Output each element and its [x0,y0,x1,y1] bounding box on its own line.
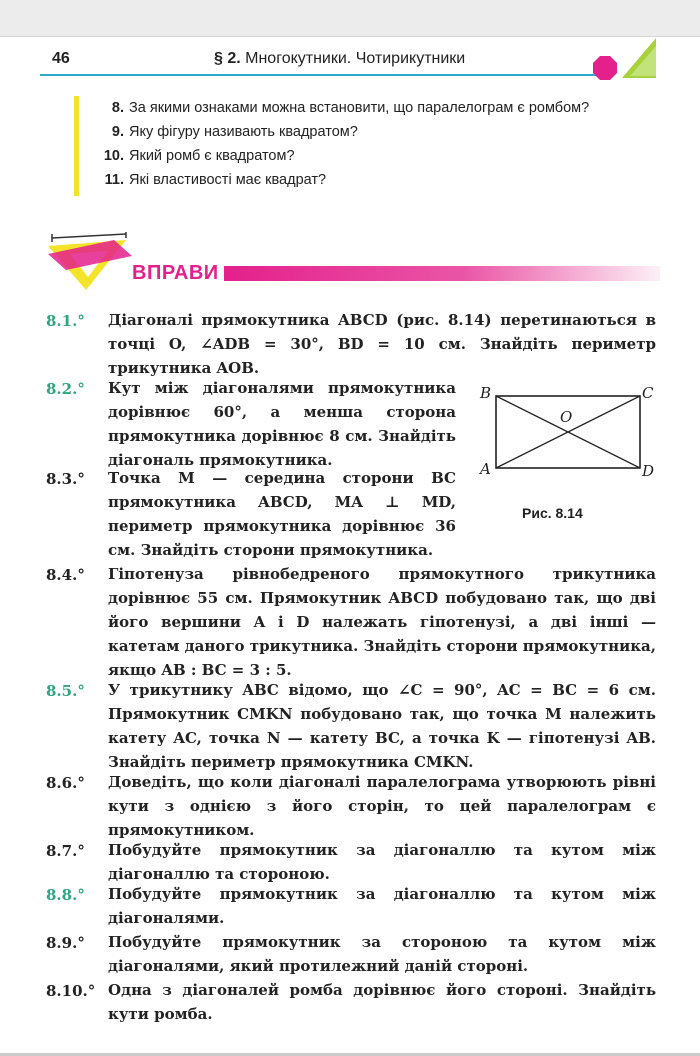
exercise-text: Побудуйте прямокутник за діагоналлю та кутом між діагоналлю та стороною. [108,841,656,883]
exercise-number: 8.1.° [46,312,85,330]
question-text: Яку фігуру називають квадратом? [129,124,358,140]
vertex-label-c: C [642,384,654,402]
section-title: Многокутники. Чотирикутники [245,50,466,67]
question-text: Які властивості має квадрат? [129,172,327,188]
exercise-text: Кут між діагоналями прямокутника дорівнює 60°, а менша сторона прямокутника дорівнює 8 см. Знайдіть діагональ прямокутника. [108,379,456,469]
question-text: Який ромб є квадратом? [129,148,295,164]
question-text: За якими ознаками можна встановити, що паралелограм є ромбом? [129,100,590,116]
exercise-text: Доведіть, що коли діагоналі паралелограма утворюють рівні кути з однією з його сторін, то цей паралелограм є прямокутником. [108,773,656,839]
vertex-label-b: B [480,384,492,402]
center-label-o: O [560,408,573,426]
exercise-number: 8.10.° [46,982,96,1000]
vertex-label-a: A [480,460,491,478]
exercise-text: Гіпотенуза рівнобедреного прямокутного трикутника дорівнює 55 см. Прямокутник ABCD побудовано так, що дві його вершини A і D належать гіпотенузі, а дві інші — катетам даного трикутника. Знайдіть сторони прямокутника, якщо AB : BC = 3 : 5. [108,565,656,679]
magenta-octagon [593,56,617,80]
question-number: 8. [111,100,124,116]
question-item [92,172,326,188]
vertex-label-d: D [642,462,655,480]
section-number: § 2. [214,50,241,67]
question-number: 9. [111,124,124,140]
exercise-number: 8.8.° [46,886,85,904]
exercise-number: 8.7.° [46,842,85,860]
question-item [92,124,358,140]
exercise-number: 8.4.° [46,566,85,584]
ruler-measure-line [52,234,126,238]
exercise-number: 8.6.° [46,774,85,792]
question-number: 11. [104,172,124,188]
exercise-number: 8.2.° [46,380,85,398]
exercise-text: Одна з діагоналей ромба дорівнює його стороні. Знайдіть кути ромба. [108,981,656,1023]
header-divider [40,74,608,76]
exercise-number: 8.9.° [46,934,85,952]
viewer-toolbar [0,0,700,37]
figure-caption: Рис. 8.14 [522,505,583,521]
exercise-text: У трикутнику ABC відомо, що ∠C = 90°, AC = BC = 6 см. Прямокутник CMKN побудовано так, що точка M належить катету AC, точка N — катету BC, а точка K — гіпотенузі AB. Знайдіть периметр прямокутника CMKN. [108,681,656,771]
exercise-number: 8.3.° [46,470,85,488]
page-header-title [214,50,465,68]
rectangle-figure [476,380,666,490]
exercises-heading: ВПРАВИ [132,262,219,284]
exercise-number: 8.5.° [46,682,85,700]
question-number: 10. [103,148,124,164]
question-item [92,148,295,164]
ruler-triangle-icon [46,232,132,292]
exercise-text: Діагоналі прямокутника ABCD (рис. 8.14) перетинаються в точці O, ∠ADB = 30°, BD = 10 см. Знайдіть периметр трикутника AOB. [108,311,656,377]
question-item [92,100,589,116]
exercise-text: Точка M — середина сторони BC прямокутника ABCD, MA ⊥ MD, периметр прямокутника дорівнює 36 см. Знайдіть сторони прямокутника. [108,469,456,559]
exercises-heading-stripe [224,266,660,281]
octagon-decoration-icon [586,38,658,90]
exercise-text: Побудуйте прямокутник за стороною та кутом між діагоналями, який протилежний даній стороні. [108,933,656,975]
page-number: 46 [52,50,70,67]
questions-accent-bar [74,96,79,196]
exercise-text: Побудуйте прямокутник за діагоналлю та кутом між діагоналями. [108,885,656,927]
